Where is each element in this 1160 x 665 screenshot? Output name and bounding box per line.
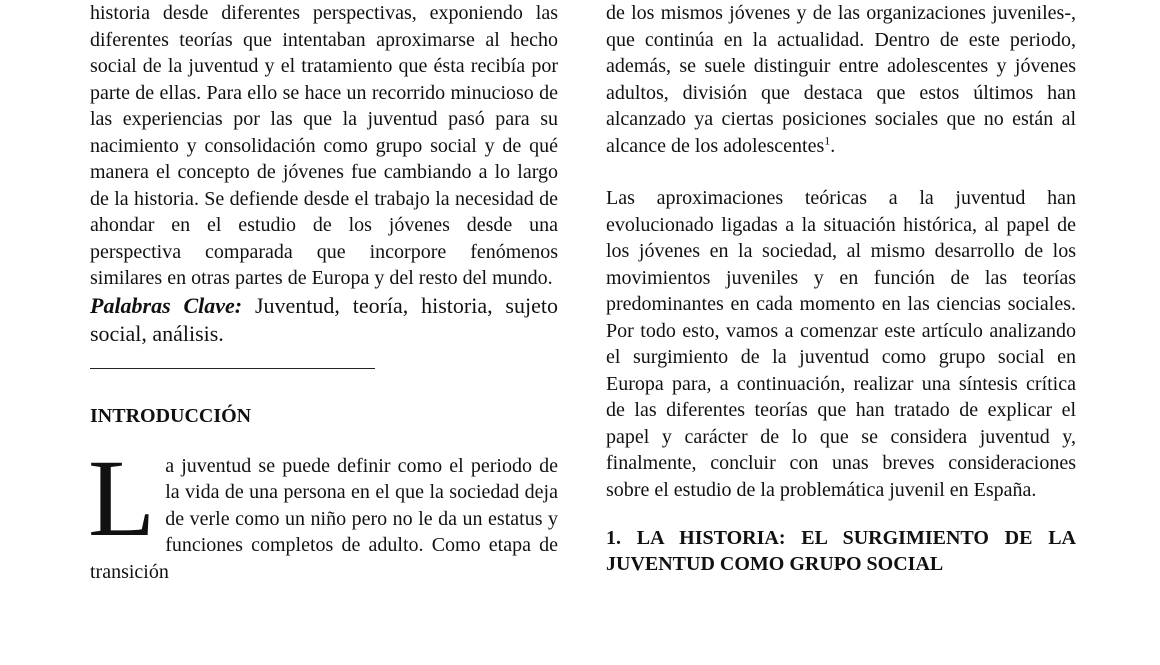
section-heading-introduccion: INTRODUCCIÓN: [90, 404, 252, 427]
abstract-paragraph: [90, 0, 558, 292]
paragraph-1-end: .: [830, 134, 836, 157]
right-column: [606, 0, 1076, 577]
keywords-label: Palabras Clave:: [90, 292, 243, 318]
abstract-text: exponiendo las diferentes teorías que intentaban aproximarse al hecho social de la juventud y el tratamiento que ésta recibía por parte de ellas. Para ello se hace un recorrido minucioso de las experiencias por las que la juventud pasó para su nacimiento y consolidación como grupo social y de qué manera el concepto de jóvenes fue cambiando a lo largo de la historia. Se defiende desde el trabajo la necesidad de ahondar en el estudio de los jóvenes desde una perspectiva comparada que incorpore fenómenos similares en otras partes de Europa y del resto del mundo.: [90, 2, 558, 289]
paragraph-2: Las aproximaciones teóricas a la juventud han evolucionado ligadas a la situación histórica, al papel de los jóvenes en la sociedad, al mismo desarrollo de los movimientos juveniles y en función de las teorías predominantes en cada momento en las ciencias sociales. Por todo esto, vamos a comenzar este artículo analizando el surgimiento de la juventud como grupo social en Europa para, a continuación, realizar una síntesis crítica de las diferentes teorías que han tratado de explicar el papel y carácter de lo que se considera juventud y, finalmente, concluir con unas breves consideraciones sobre el estudio de la problemática juvenil en España.: [606, 187, 1076, 501]
paragraph-1-text: de los mismos jóvenes y de las organizaciones juveniles-, que continúa en la actualidad. Dentro de este periodo, además, se suele distinguir entre adolescentes y jóvenes adultos, división que destaca que estos últimos han alcanzado ya ciertas posiciones sociales que no están al alcance de los adolescentes: [606, 2, 1076, 157]
dropcap-letter: L: [88, 436, 156, 559]
section-heading-historia: 1. LA HISTORIA: EL SURGIMIENTO DE LA JUVENTUD COMO GRUPO SOCIAL: [606, 527, 1076, 575]
left-column: [90, 0, 558, 585]
keywords: [90, 292, 558, 348]
keywords-text: Juventud, teoría, historia, sujeto social, análisis.: [90, 292, 558, 346]
intro-text: a juventud se puede definir como el periodo de la vida de una persona en el que la sociedad deja de verle como un niño pero no le da un estatus y funciones completos de adulto. Como etapa de transición: [90, 454, 558, 583]
footnote-separator: [90, 368, 375, 369]
paragraph-spacer: [606, 159, 1076, 185]
abstract-line-1: historia desde diferentes perspectivas,: [90, 2, 417, 24]
paragraph-1: [606, 0, 1076, 159]
introduction-paragraph: [88, 436, 558, 586]
footnote-marker[interactable]: 1: [824, 132, 831, 147]
